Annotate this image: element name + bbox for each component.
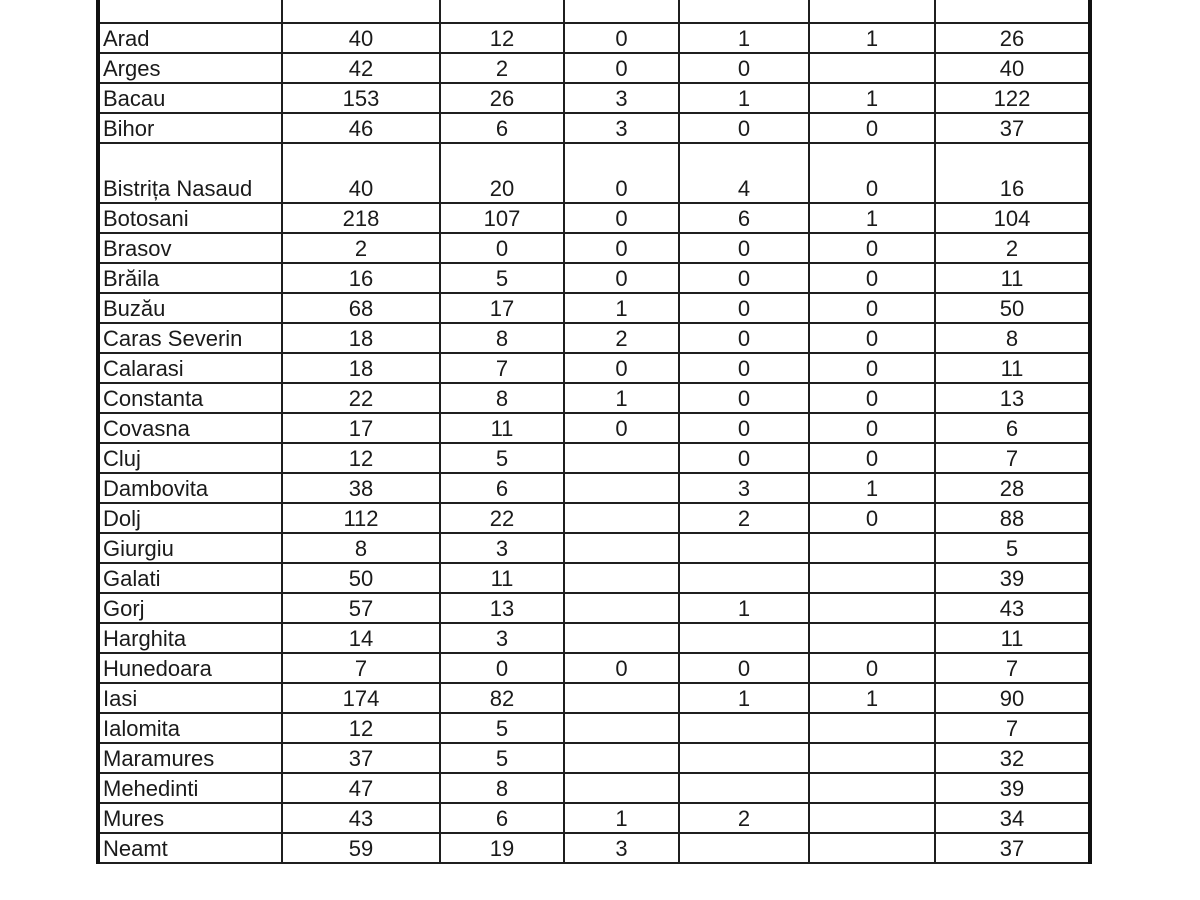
value-cell: 7	[935, 713, 1090, 743]
value-cell	[809, 623, 935, 653]
value-cell: 26	[440, 83, 564, 113]
value-cell	[564, 593, 679, 623]
value-cell: 5	[935, 533, 1090, 563]
value-cell	[809, 563, 935, 593]
value-cell: 50	[935, 293, 1090, 323]
value-cell: 0	[809, 353, 935, 383]
table-row	[98, 743, 1090, 773]
table-row	[98, 143, 1090, 203]
value-cell: 17	[282, 413, 440, 443]
value-cell: 0	[564, 653, 679, 683]
value-cell	[564, 713, 679, 743]
table-row	[98, 23, 1090, 53]
value-cell: 11	[935, 623, 1090, 653]
value-cell: 2	[440, 53, 564, 83]
value-cell: 39	[935, 773, 1090, 803]
value-cell: 0	[809, 413, 935, 443]
table-row	[98, 293, 1090, 323]
value-cell: 8	[440, 323, 564, 353]
county-name-cell: Bihor	[98, 113, 282, 143]
value-cell: 50	[282, 563, 440, 593]
county-name-cell: Dolj	[98, 503, 282, 533]
value-cell: 22	[282, 383, 440, 413]
value-cell: 0	[564, 23, 679, 53]
county-name-cell: Calarasi	[98, 353, 282, 383]
table-row	[98, 413, 1090, 443]
value-cell: 3	[564, 833, 679, 863]
value-cell: 7	[440, 353, 564, 383]
table-body	[98, 0, 1090, 863]
value-cell: 0	[809, 383, 935, 413]
county-name-cell	[98, 0, 282, 23]
value-cell: 0	[564, 413, 679, 443]
table-row	[98, 83, 1090, 113]
table-row	[98, 773, 1090, 803]
value-cell: 0	[679, 323, 809, 353]
value-cell: 0	[679, 413, 809, 443]
value-cell: 0	[809, 233, 935, 263]
value-cell: 174	[282, 683, 440, 713]
value-cell: 6	[440, 803, 564, 833]
value-cell: 8	[440, 773, 564, 803]
county-name-cell: Giurgiu	[98, 533, 282, 563]
value-cell: 6	[440, 113, 564, 143]
county-name-cell: Gorj	[98, 593, 282, 623]
county-name-cell: Hunedoara	[98, 653, 282, 683]
value-cell	[679, 0, 809, 23]
table-row	[98, 533, 1090, 563]
value-cell	[564, 773, 679, 803]
county-name-cell: Bacau	[98, 83, 282, 113]
value-cell: 0	[679, 293, 809, 323]
value-cell: 11	[935, 353, 1090, 383]
value-cell	[809, 533, 935, 563]
value-cell	[679, 833, 809, 863]
value-cell: 2	[564, 323, 679, 353]
value-cell: 153	[282, 83, 440, 113]
value-cell: 2	[935, 233, 1090, 263]
county-name-cell: Covasna	[98, 413, 282, 443]
value-cell: 47	[282, 773, 440, 803]
value-cell: 0	[564, 353, 679, 383]
value-cell	[809, 0, 935, 23]
value-cell: 20	[440, 143, 564, 203]
table-row	[98, 833, 1090, 863]
value-cell	[282, 0, 440, 23]
value-cell: 11	[935, 263, 1090, 293]
value-cell: 5	[440, 743, 564, 773]
table-row	[98, 263, 1090, 293]
value-cell	[564, 503, 679, 533]
value-cell: 0	[440, 233, 564, 263]
table-row	[98, 353, 1090, 383]
value-cell: 43	[282, 803, 440, 833]
county-name-cell: Neamt	[98, 833, 282, 863]
table-row	[98, 383, 1090, 413]
value-cell: 39	[935, 563, 1090, 593]
value-cell: 19	[440, 833, 564, 863]
value-cell: 90	[935, 683, 1090, 713]
table-row	[98, 113, 1090, 143]
value-cell: 0	[564, 263, 679, 293]
table-row	[98, 233, 1090, 263]
value-cell: 5	[440, 263, 564, 293]
value-cell: 18	[282, 353, 440, 383]
table-row	[98, 0, 1090, 23]
value-cell: 218	[282, 203, 440, 233]
value-cell: 1	[679, 23, 809, 53]
county-name-cell: Constanta	[98, 383, 282, 413]
value-cell: 88	[935, 503, 1090, 533]
value-cell	[809, 833, 935, 863]
value-cell: 2	[282, 233, 440, 263]
value-cell	[809, 743, 935, 773]
value-cell: 16	[935, 143, 1090, 203]
value-cell	[679, 563, 809, 593]
value-cell: 1	[809, 23, 935, 53]
value-cell	[809, 713, 935, 743]
county-name-cell: Harghita	[98, 623, 282, 653]
county-name-cell: Ialomita	[98, 713, 282, 743]
value-cell: 8	[440, 383, 564, 413]
value-cell	[564, 473, 679, 503]
county-name-cell: Mures	[98, 803, 282, 833]
value-cell: 1	[679, 83, 809, 113]
table-row	[98, 803, 1090, 833]
value-cell	[809, 773, 935, 803]
value-cell	[564, 563, 679, 593]
value-cell: 11	[440, 563, 564, 593]
value-cell: 8	[935, 323, 1090, 353]
table-row	[98, 683, 1090, 713]
table-row	[98, 623, 1090, 653]
value-cell: 1	[809, 203, 935, 233]
value-cell: 1	[564, 803, 679, 833]
value-cell: 3	[564, 113, 679, 143]
value-cell	[440, 0, 564, 23]
value-cell: 18	[282, 323, 440, 353]
table-row	[98, 713, 1090, 743]
value-cell: 6	[935, 413, 1090, 443]
value-cell: 12	[282, 713, 440, 743]
county-name-cell: Mehedinti	[98, 773, 282, 803]
value-cell: 13	[935, 383, 1090, 413]
value-cell: 104	[935, 203, 1090, 233]
value-cell: 16	[282, 263, 440, 293]
value-cell: 0	[564, 53, 679, 83]
value-cell: 11	[440, 413, 564, 443]
value-cell: 1	[564, 383, 679, 413]
county-name-cell: Bistrița Nasaud	[98, 143, 282, 203]
value-cell: 0	[679, 113, 809, 143]
county-name-cell: Buzău	[98, 293, 282, 323]
value-cell: 0	[809, 263, 935, 293]
value-cell	[564, 623, 679, 653]
value-cell: 82	[440, 683, 564, 713]
value-cell: 32	[935, 743, 1090, 773]
county-name-cell: Brasov	[98, 233, 282, 263]
value-cell: 13	[440, 593, 564, 623]
value-cell: 0	[564, 203, 679, 233]
value-cell: 28	[935, 473, 1090, 503]
value-cell	[564, 743, 679, 773]
value-cell: 59	[282, 833, 440, 863]
value-cell: 0	[809, 323, 935, 353]
county-name-cell: Maramures	[98, 743, 282, 773]
value-cell: 3	[440, 533, 564, 563]
county-name-cell: Botosani	[98, 203, 282, 233]
value-cell: 42	[282, 53, 440, 83]
value-cell: 3	[440, 623, 564, 653]
value-cell: 122	[935, 83, 1090, 113]
value-cell: 3	[679, 473, 809, 503]
value-cell: 2	[679, 503, 809, 533]
county-name-cell: Arad	[98, 23, 282, 53]
table-row	[98, 473, 1090, 503]
table-row	[98, 443, 1090, 473]
county-name-cell: Dambovita	[98, 473, 282, 503]
value-cell: 37	[935, 833, 1090, 863]
value-cell: 1	[679, 683, 809, 713]
value-cell: 12	[440, 23, 564, 53]
value-cell: 5	[440, 713, 564, 743]
value-cell: 0	[679, 653, 809, 683]
value-cell: 17	[440, 293, 564, 323]
value-cell: 43	[935, 593, 1090, 623]
value-cell	[679, 743, 809, 773]
value-cell: 0	[679, 383, 809, 413]
table-row	[98, 53, 1090, 83]
value-cell: 7	[935, 443, 1090, 473]
value-cell: 0	[679, 443, 809, 473]
value-cell: 40	[282, 143, 440, 203]
value-cell: 46	[282, 113, 440, 143]
value-cell	[809, 53, 935, 83]
value-cell: 1	[809, 473, 935, 503]
value-cell: 2	[679, 803, 809, 833]
value-cell: 57	[282, 593, 440, 623]
value-cell: 14	[282, 623, 440, 653]
value-cell: 0	[440, 653, 564, 683]
value-cell	[679, 623, 809, 653]
value-cell: 7	[282, 653, 440, 683]
value-cell: 0	[809, 293, 935, 323]
value-cell	[809, 803, 935, 833]
value-cell: 5	[440, 443, 564, 473]
value-cell	[564, 443, 679, 473]
value-cell	[679, 773, 809, 803]
value-cell: 8	[282, 533, 440, 563]
value-cell	[564, 683, 679, 713]
value-cell: 34	[935, 803, 1090, 833]
value-cell: 0	[809, 143, 935, 203]
county-name-cell: Galati	[98, 563, 282, 593]
value-cell: 1	[809, 683, 935, 713]
value-cell: 0	[809, 653, 935, 683]
value-cell: 7	[935, 653, 1090, 683]
value-cell: 0	[679, 353, 809, 383]
value-cell	[809, 593, 935, 623]
table-row	[98, 653, 1090, 683]
value-cell: 40	[282, 23, 440, 53]
value-cell: 26	[935, 23, 1090, 53]
value-cell: 37	[282, 743, 440, 773]
value-cell: 12	[282, 443, 440, 473]
value-cell	[935, 0, 1090, 23]
value-cell: 38	[282, 473, 440, 503]
county-name-cell: Arges	[98, 53, 282, 83]
table-row	[98, 503, 1090, 533]
county-name-cell: Iasi	[98, 683, 282, 713]
value-cell	[564, 533, 679, 563]
value-cell: 0	[809, 503, 935, 533]
table-row	[98, 323, 1090, 353]
table-row	[98, 593, 1090, 623]
value-cell: 68	[282, 293, 440, 323]
value-cell	[564, 0, 679, 23]
value-cell	[679, 533, 809, 563]
table-row	[98, 563, 1090, 593]
value-cell: 0	[679, 263, 809, 293]
county-name-cell: Caras Severin	[98, 323, 282, 353]
value-cell: 1	[679, 593, 809, 623]
value-cell: 3	[564, 83, 679, 113]
value-cell: 112	[282, 503, 440, 533]
value-cell: 4	[679, 143, 809, 203]
value-cell: 0	[679, 233, 809, 263]
value-cell: 0	[679, 53, 809, 83]
value-cell: 22	[440, 503, 564, 533]
county-name-cell: Cluj	[98, 443, 282, 473]
county-name-cell: Brăila	[98, 263, 282, 293]
value-cell: 6	[440, 473, 564, 503]
value-cell	[679, 713, 809, 743]
value-cell: 1	[564, 293, 679, 323]
value-cell: 1	[809, 83, 935, 113]
value-cell: 40	[935, 53, 1090, 83]
value-cell: 0	[809, 443, 935, 473]
value-cell: 0	[809, 113, 935, 143]
county-statistics-table	[96, 0, 1092, 864]
value-cell: 37	[935, 113, 1090, 143]
value-cell: 0	[564, 233, 679, 263]
value-cell: 107	[440, 203, 564, 233]
value-cell: 0	[564, 143, 679, 203]
table-row	[98, 203, 1090, 233]
value-cell: 6	[679, 203, 809, 233]
